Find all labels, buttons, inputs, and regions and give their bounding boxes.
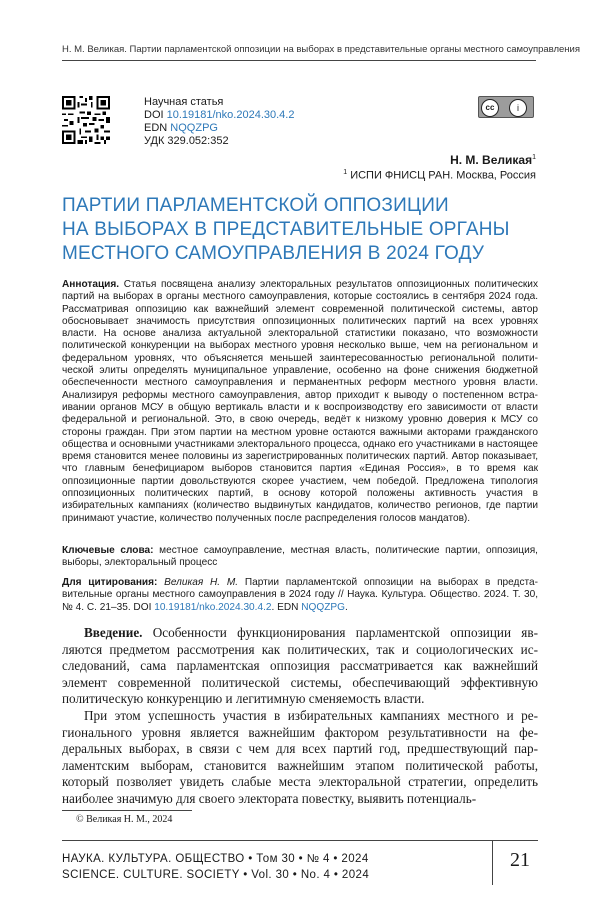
copyright-footnote: © Великая Н. М., 2024 bbox=[76, 814, 173, 825]
edn-link[interactable]: NQQZPG bbox=[170, 122, 218, 134]
doi-label: DOI bbox=[144, 109, 164, 121]
article-type: Научная статья bbox=[144, 96, 224, 108]
keywords-label: Ключевые слова: bbox=[62, 545, 154, 556]
citation: Для цитирования: Великая Н. М. Партии парламентской оппозиции на выборах в представительные органы местного самоуправления в 2024 году // Наука. Культура. Общество. 2024. Т. 30, № 4. С. 21–35. DOI 10.19181/nko.2024.30.4.2. EDN NQQZPG. bbox=[62, 577, 538, 613]
citation-author: Великая Н. М. bbox=[164, 577, 239, 588]
citation-edn-link[interactable]: NQQZPG bbox=[301, 601, 345, 613]
title-line: МЕСТНОГО САМОУПРАВЛЕНИЯ В 2024 ГОДУ bbox=[62, 243, 485, 264]
intro-label: Введение. bbox=[84, 625, 143, 640]
cc-by-license-icon[interactable] bbox=[478, 96, 534, 118]
body-paragraph: Введение. Особенности функционирования парламентской оппозиции являются предметом рассмотрения как политических, так и социологических исследований, сама парламентская оппозиция рассматривается как важнейший элемент современной политической системы, обеспечивающий эффективную политическую конкуренцию и легитимную сменяемость власти. bbox=[62, 625, 538, 706]
abstract bbox=[62, 279, 538, 525]
abstract-text: Статья посвящена анализу электоральных результатов оппозиционных политических партий на выборах в органы местного самоуправления, которые состоялись в сентября 2024 года. Рассматривая оппозицию как важнейший элемент современной политической системы, автор обосновывает значимость присутствия оппозиционных политических партий на всех уровнях власти. На основе анализа актуальной электоральной статистики показано, что возможности политической конкуренции на выборах местного уровня несколько выше, чем на региональном и федеральном уровнях, что объясняется меньшей заинтересованностью региональной политической элиты определять муниципальное управление, особенно на фоне снижения бюджетной обеспеченности местного самоуправления и перманентных реформ местного уровня власти. Анализируя реформы местного самоуправления, автор приходит к выводу о постепенном встраивании органов МСУ в общую вертикаль власти и к воспроизводству его зависимости от власти федеральной и региональной. Это, в свою очередь, ведёт к низкому уровню доверия к МСУ со стороны граждан. При этом партии на местном уровне остаются важными акторами гражданского общества и основными участниками электорального процесса, однако его участниками в настоящее время становится менее половины из зарегистрированных политических партий. Автор показывает, что главным бенефициаром выборов становится партия «Единая Россия», в то время как оппозиционные партии довольствуются скорее участием, чем победой. Предложена типология оппозиционных политических партий, в основу которой положены активность участия в избирательных кампаниях (количество выдвинутых кандидатов, количество регионов, где партии принимают участие, количество полученных после распределения голосов мандатов). bbox=[62, 279, 538, 524]
keywords-text: местное самоуправление, местная власть, политические партии, оппозиция, выборы, электоральный процесс bbox=[62, 545, 538, 569]
edn-label: EDN bbox=[144, 122, 168, 134]
page-number: 21 bbox=[510, 849, 530, 871]
cc-icon: cc bbox=[481, 99, 499, 117]
doi-link[interactable]: 10.19181/nko.2024.30.4.2 bbox=[166, 109, 295, 121]
doi-line bbox=[144, 109, 294, 122]
footnote-rule bbox=[62, 810, 192, 811]
citation-text: Партии парламентской оппозиции на выборах в представительные органы местного самоуправления в 2024 году // Наука. Культура. Общество. 2024. Т. 30, № 4. С. 21–35. DOI bbox=[62, 577, 538, 613]
footer-rule bbox=[62, 840, 538, 841]
title-line: НА ВЫБОРАХ В ПРЕДСТАВИТЕЛЬНЫЕ ОРГАНЫ bbox=[62, 219, 510, 240]
article-meta bbox=[144, 96, 294, 148]
footer-divider bbox=[492, 840, 493, 885]
journal-name-en: SCIENCE. CULTURE. SOCIETY • Vol. 30 • No. 4 • 2024 bbox=[62, 869, 370, 881]
title-line: ПАРТИИ ПАРЛАМЕНТСКОЙ ОППОЗИЦИИ bbox=[62, 195, 449, 216]
citation-doi-link[interactable]: 10.19181/nko.2024.30.4.2 bbox=[154, 601, 272, 613]
abstract-label: Аннотация. bbox=[62, 279, 120, 290]
qr-code-icon[interactable] bbox=[62, 96, 110, 144]
keywords bbox=[62, 545, 538, 570]
journal-name-ru: НАУКА. КУЛЬТУРА. ОБЩЕСТВО • Том 30 • № 4 • 2024 bbox=[62, 853, 369, 865]
article-title bbox=[62, 194, 542, 266]
attribution-icon: i bbox=[509, 99, 527, 117]
udc-code: УДК 329.052:352 bbox=[144, 135, 229, 147]
running-head: Н. М. Великая. Партии парламентской оппозиции на выборах в представительные органы местного самоуправления bbox=[62, 44, 536, 61]
citation-label: Для цитирования: bbox=[62, 577, 158, 588]
author-name: Н. М. Великая$^1$ bbox=[450, 153, 536, 167]
body-paragraph: При этом успешность участия в избирательных кампаниях местного и регионального уровня является важнейшим фактором результативности на федеральных выборах, в связи с чем для всех партий год, предшествующий парламентским выборам, становится важнейшим этапом политической работы, который позволяет увидеть слабые места электоральной стратегии, определить наиболее значимую для своего электората повестку, выявить потенциаль- bbox=[62, 708, 538, 806]
author-affiliation: $^1$ ИСПИ ФНИСЦ РАН. Москва, Россия bbox=[343, 169, 536, 182]
edn-line bbox=[144, 122, 294, 135]
